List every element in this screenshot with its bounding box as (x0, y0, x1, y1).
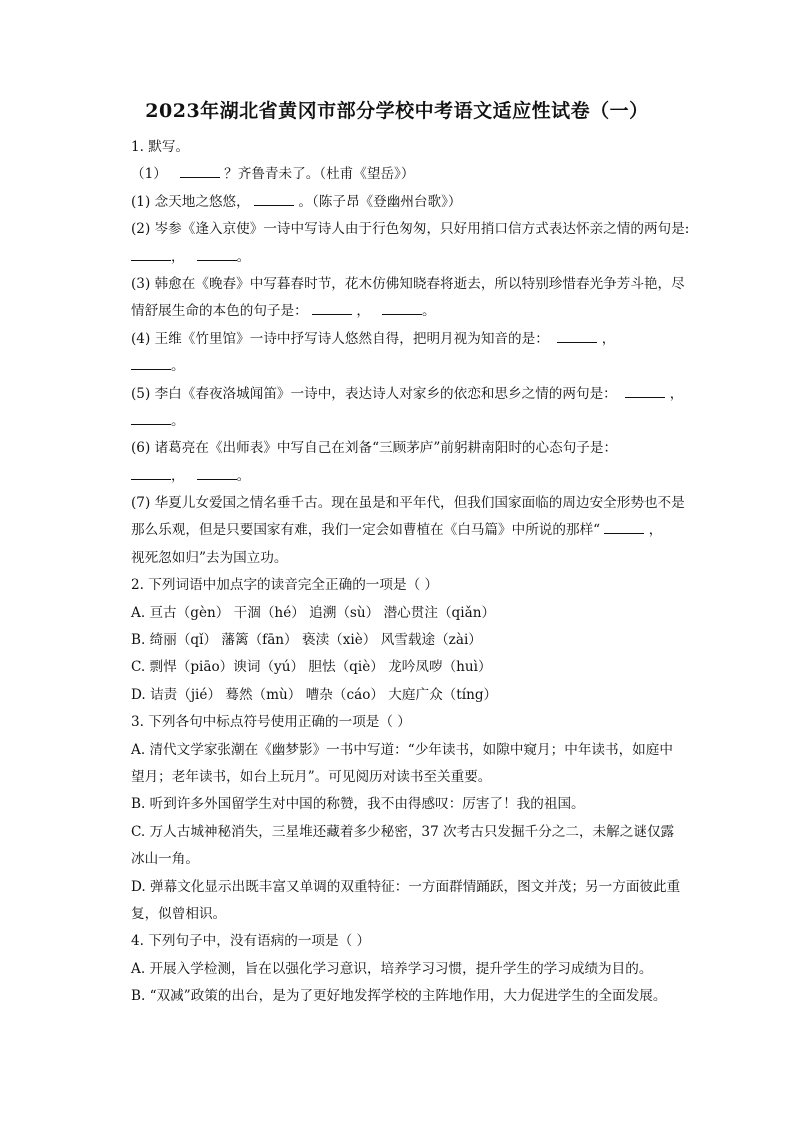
q1-item-2: (1) 念天地之悠悠， 。（陈子昂《登幽州台歌》） (131, 189, 703, 216)
q4-stem: 4. 下列句子中，没有语病的一项是（ ） (131, 933, 371, 950)
answer-blank[interactable] (382, 299, 422, 315)
q1-item-3-blanks: ， 。 (131, 244, 703, 271)
q3-option-b: B. 听到许多外国留学生对中国的称赞，我不由得感叹：厉害了！我的祖国。 (131, 796, 585, 813)
q3-option-a: A. 清代文学家张潮在《幽梦影》一书中写道：“少年读书，如隙中窥月；中年读书，如庭中 (131, 741, 673, 758)
answer-blank[interactable] (131, 464, 171, 480)
q3-option-d: D. 弹幕文化显示出既丰富又单调的双重特征：一方面群情踊跃，图文并茂；另一方面彼此重 (131, 878, 681, 895)
q1-item-7-blanks: ， 。 (131, 463, 703, 490)
exam-content (131, 134, 703, 1011)
q3-stem: 3. 下列各句中标点符号使用正确的一项是（ ） (131, 714, 411, 731)
q3-option-a-cont: 望月；老年读书，如台上玩月”。可见阅历对读书至关重要。 (131, 768, 492, 785)
q1-stem: 1. 默写。 (131, 139, 190, 155)
answer-blank[interactable] (197, 245, 237, 261)
page-title: 2023年湖北省黄冈市部分学校中考语文适应性试卷（一） (145, 100, 649, 122)
q2-option-d: D. 诘责（jié） 蓦然（mù） 嘈杂（cáo） 大庭广众（tíng） (131, 686, 498, 703)
answer-blank[interactable] (131, 409, 171, 425)
answer-blank[interactable] (312, 299, 352, 315)
q1-item-1: （1） ？齐鲁青未了。（杜甫《望岳》） (131, 161, 703, 188)
answer-blank[interactable] (131, 354, 171, 370)
q2-option-a: A. 亘古（gèn） 干涸（hé） 追溯（sù） 潜心贯注（qiǎn） (131, 604, 496, 621)
answer-blank[interactable] (197, 464, 237, 480)
q1-item-8-blank: 那么乐观，但是只要国家有难，我们一定会如曹植在《白马篇》中所说的那样“ ， (131, 517, 703, 544)
answer-blank[interactable] (557, 327, 597, 343)
q4-option-a: A. 开展入学检测，旨在以强化学习意识，培养学习习惯，提升学生的学习成绩为目的。 (131, 960, 653, 977)
q3-option-c: C. 万人古城神秘消失，三星堆还藏着多少秘密，37 次考古只发掘千分之二，未解之谜仅露 (131, 823, 675, 840)
answer-blank[interactable] (625, 382, 665, 398)
q3-option-c-cont: 冰山一角。 (131, 851, 199, 868)
answer-blank[interactable] (254, 190, 294, 206)
q1-item-6: (5) 李白《春夜洛城闻笛》一诗中，表达诗人对家乡的依恋和思乡之情的两句是： ， (131, 381, 703, 408)
answer-blank[interactable] (131, 245, 171, 261)
q1-item-3: (2) 岑参《逢入京使》一诗中写诗人由于行色匆匆，只好用捎口信方式表达怀亲之情的两句是: (131, 221, 690, 238)
q3-option-d-cont: 复，似曾相识。 (131, 905, 227, 922)
answer-blank[interactable] (180, 162, 220, 178)
q2-option-b: B. 绮丽（qǐ） 藩篱（fān） 亵渎（xiè） 风雪载途（zài） (131, 632, 482, 649)
q1-item-7: (6) 诸葛亮在《出师表》中写自己在刘备“三顾茅庐”前躬耕南阳时的心态句子是： (131, 440, 618, 457)
answer-blank[interactable] (604, 518, 644, 534)
q1-item-4-blanks: 情舒展生命的本色的句子是： ， 。 (131, 298, 703, 325)
q2-stem: 2. 下列词语中加点字的读音完全正确的一项是（ ） (131, 577, 439, 594)
q1-item-8: (7) 华夏儿女爱国之情名垂千古。现在虽是和平年代，但我们国家面临的周边安全形势也不是 (131, 495, 685, 512)
q1-item-4: (3) 韩愈在《晚春》中写暮春时节，花木仿佛知晓春将逝去，所以特别珍惜春光争芳斗艳，尽 (131, 275, 685, 292)
q1-item-5-blank: 。 (131, 353, 703, 380)
q2-option-c: C. 剽悍（piāo）谀词（yú） 胆怯（qiè） 龙吟凤哕（huì） (131, 659, 492, 676)
q1-item-6-blank: 。 (131, 408, 703, 435)
q4-option-b: B. “双减”政策的出台，是为了更好地发挥学校的主阵地作用，大力促进学生的全面发展。 (131, 988, 667, 1005)
q1-item-5: (4) 王维《竹里馆》一诗中抒写诗人悠然自得，把明月视为知音的是： ， (131, 326, 703, 353)
q1-item-8-end: 视死忽如归”去为国立功。 (131, 549, 288, 566)
